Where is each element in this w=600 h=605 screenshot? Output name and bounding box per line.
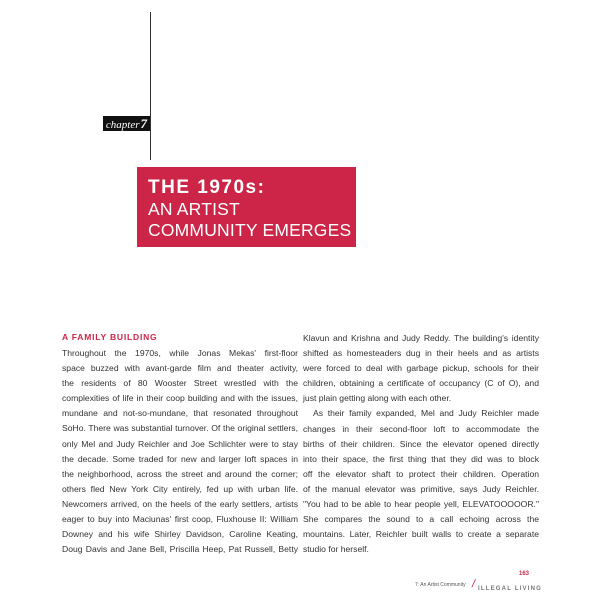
text-line: of the manual elevator was primitive, says Judy Reichler. (303, 483, 539, 494)
text-line: Throughout the 1970s, while Jonas Mekas' first-floor (62, 348, 298, 358)
chapter-label (103, 116, 150, 131)
left-column (62, 346, 298, 557)
chapter-title-line-1: THE 1970s: (148, 177, 266, 198)
text-line: were forced to deal with garbage pickup, schools for their (303, 363, 539, 374)
text-line: births of their children. Since the elevator opened directly (303, 438, 539, 449)
text-line: space buzzed with avant-garde film and theater activity, (62, 363, 298, 374)
text-line: Downey and his wife Shirley Davidson, Caroline Keating, (62, 529, 298, 540)
footer-slash: / (470, 578, 477, 590)
chapter-title-line-3: COMMUNITY EMERGES (148, 220, 352, 240)
text-line: "You had to be able to hear people yell, ELEVATOOOOOR." (303, 499, 539, 510)
chapter-title-box (137, 167, 356, 247)
running-footer-chapter: 7: An Artist Community (415, 582, 466, 588)
text-line: children, obtaining a certificate of occupancy (C of O), and (303, 378, 539, 389)
text-line: mundane and not-so-mundane, that resonated throughout (62, 408, 298, 419)
text-line: only Mel and Judy Reichler and Joe Schlichter were to stay (62, 438, 298, 449)
text-line: eager to buy into Maciunas' first coop, Fluxhouse II: William (62, 514, 298, 525)
text-line: complexities of life in their coop building and with the issues, (62, 393, 298, 404)
text-line: Doug Davis and Jane Bell, Priscilla Heep, Pat Russell, Betty (62, 544, 298, 555)
text-line: SoHo. There was substantial turnover. Of the original settlers, (62, 423, 298, 434)
text-line: the decade. Some traded for new and larger loft spaces in (62, 453, 298, 464)
text-line: the neighborhood, across the street and around the corner; (62, 468, 298, 479)
text-line: into their space, the first thing that they did was to block (303, 453, 539, 464)
page-number: 163 (519, 571, 530, 577)
vertical-rule (150, 12, 151, 160)
text-line: Klavun and Krishna and Judy Reddy. The building's identity (303, 333, 539, 343)
right-column (303, 331, 539, 557)
text-line: changes in their second-floor loft to accommodate the (303, 423, 539, 434)
text-line: shifted as homesteaders dug in their heels and as artists (303, 348, 539, 359)
text-line: As their family expanded, Mel and Judy Reichler made (313, 408, 539, 419)
chapter-number: 7 (140, 116, 147, 131)
text-line: Newcomers arrived, on the heels of the early settlers, artists (62, 498, 298, 509)
text-line: off the elevator shaft to protect their children. Operation (303, 468, 539, 479)
text-line: the residents of 80 Wooster Street wrestled with the (62, 378, 298, 389)
text-line: studio for herself. (303, 544, 369, 555)
text-line: She compares the sound to a call echoing across the (303, 514, 539, 525)
text-line: just plain getting along with each other. (303, 393, 452, 404)
chapter-word: chapter (105, 119, 140, 131)
text-line: mountains. Later, Reichler built walls to create a separate (303, 529, 539, 540)
running-footer-book-title: ILLEGAL LIVING (478, 586, 543, 592)
section-heading: A FAMILY BUILDING (62, 332, 158, 342)
chapter-title-line-2: AN ARTIST (148, 199, 240, 219)
text-line: others fled New York City entirely, fed up with urban life. (62, 483, 298, 494)
